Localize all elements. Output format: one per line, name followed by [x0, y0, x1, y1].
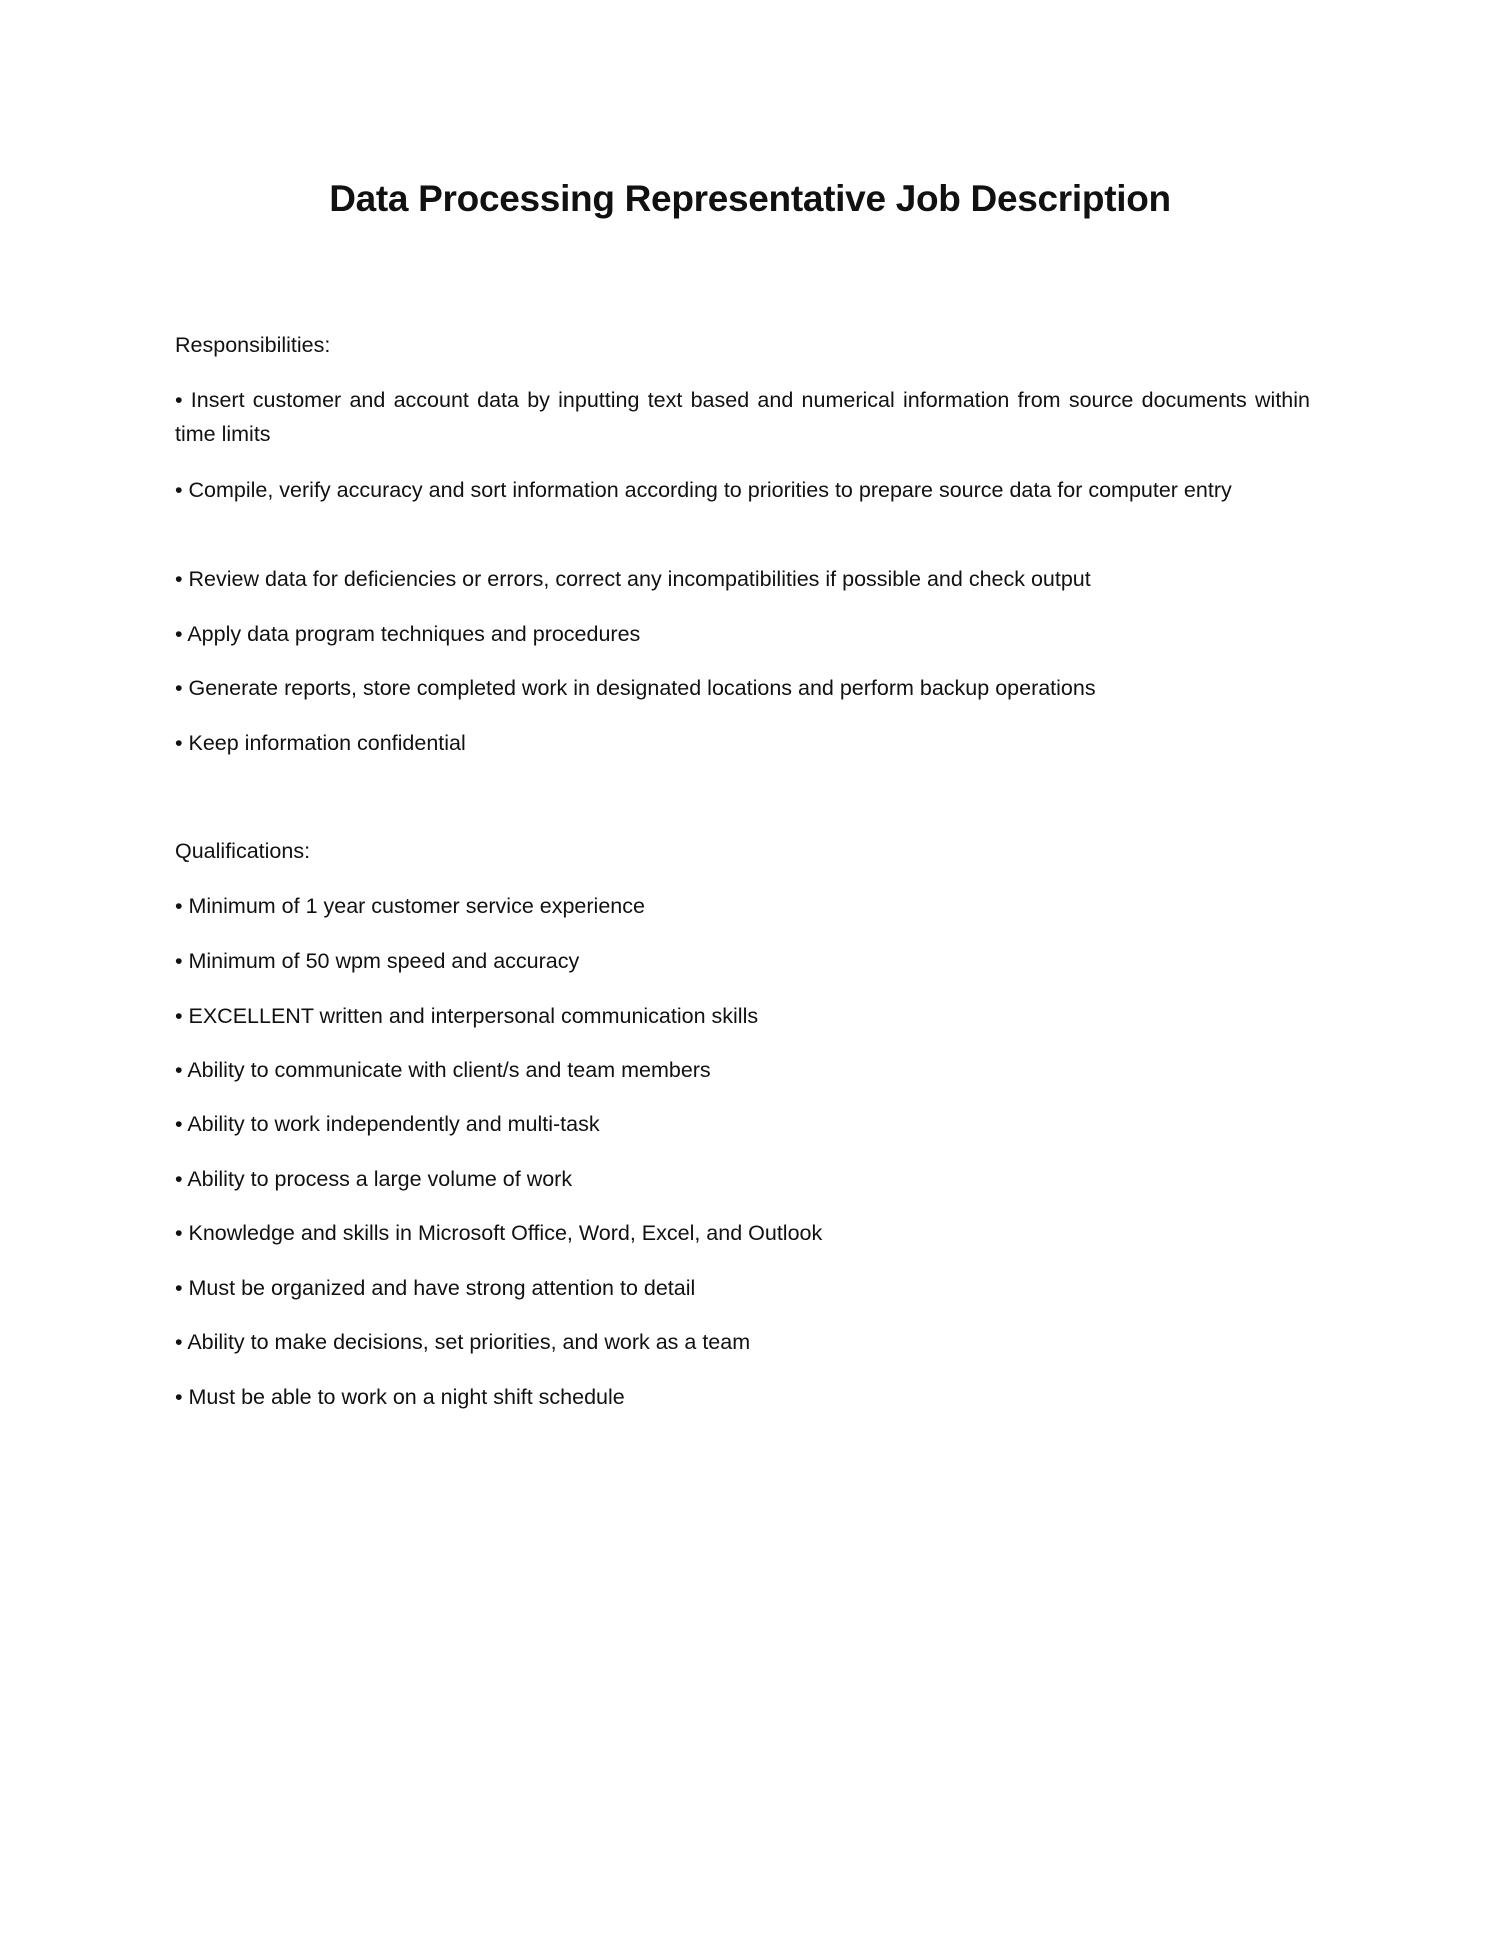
list-item: • Knowledge and skills in Microsoft Office, Word, Excel, and Outlook	[175, 1221, 823, 1245]
list-item: • Ability to process a large volume of work	[175, 1167, 573, 1191]
list-item: • Ability to communicate with client/s and team members	[175, 1058, 711, 1082]
list-item: • Ability to make decisions, set priorities, and work as a team	[175, 1330, 751, 1354]
responsibilities-heading: Responsibilities:	[175, 333, 331, 357]
list-item: • Must be organized and have strong attention to detail	[175, 1276, 696, 1300]
list-item: • Minimum of 1 year customer service experience	[175, 894, 645, 918]
list-item: • Insert customer and account data by inputting text based and numerical information from source documents within time limits	[175, 388, 1310, 446]
list-item: • Ability to work independently and multi-task	[175, 1112, 600, 1136]
list-item: • Keep information confidential	[175, 731, 466, 755]
qualifications-heading: Qualifications:	[175, 839, 311, 863]
list-item: • Apply data program techniques and procedures	[175, 622, 641, 646]
document-title: Data Processing Representative Job Description	[329, 178, 1171, 219]
list-item: • Compile, verify accuracy and sort information according to priorities to prepare source data for computer entry	[175, 478, 1232, 502]
list-item: • Review data for deficiencies or errors, correct any incompatibilities if possible and check output	[175, 567, 1091, 591]
list-item: • Must be able to work on a night shift schedule	[175, 1385, 625, 1409]
list-item: • Minimum of 50 wpm speed and accuracy	[175, 949, 580, 973]
list-item: • EXCELLENT written and interpersonal communication skills	[175, 1004, 759, 1028]
list-item: • Generate reports, store completed work in designated locations and perform backup operations	[175, 676, 1096, 700]
